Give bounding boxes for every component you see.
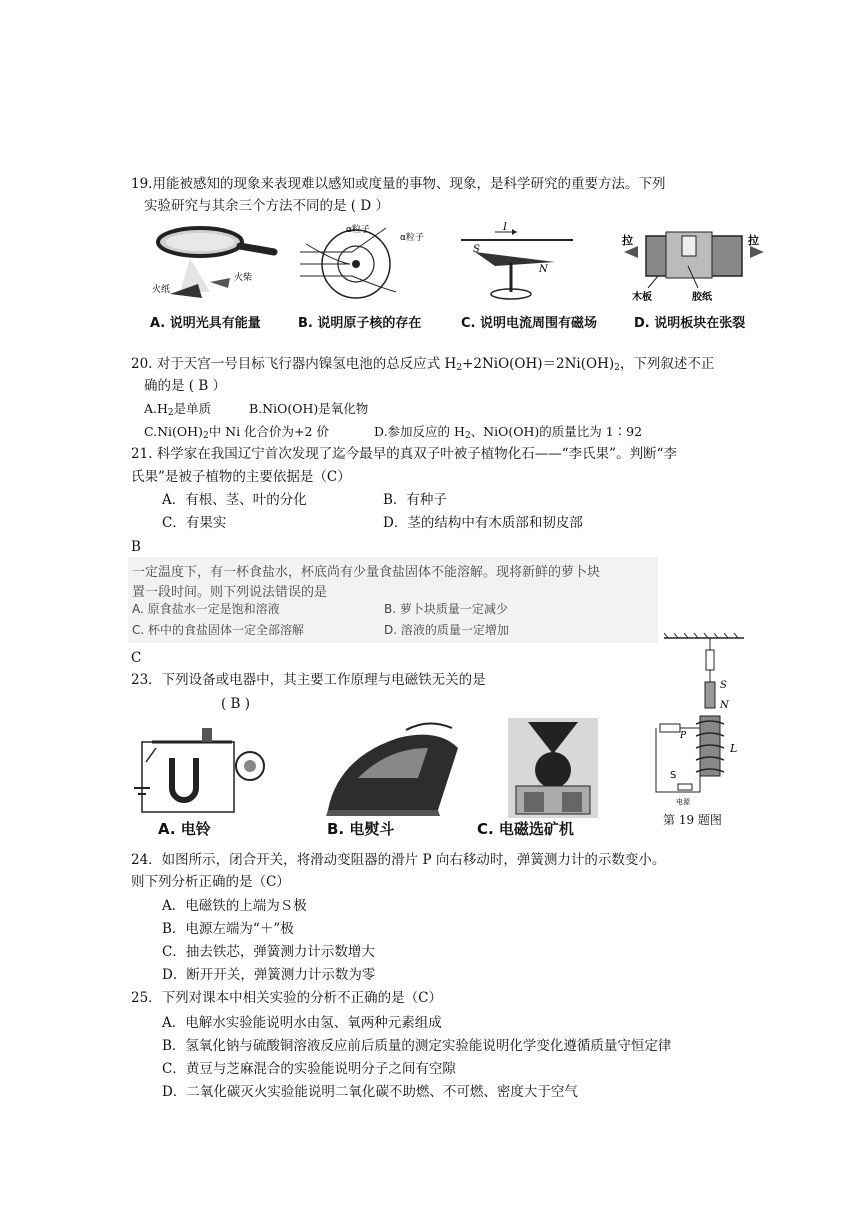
current-compass-figure [455,222,580,312]
label-s-pole: S [473,244,480,255]
answer-c: C [131,650,142,666]
q20-text-a: 20. 对于天宫一号目标飞行器内镍氢电池的总反应式 H [131,356,457,372]
q20-sub-2: 2 [614,363,620,373]
q19-caption-a: A. 说明光具有能量 [150,316,261,331]
q22-option-b: B. 萝卜块质量一定减少 [384,602,508,616]
spring-electromagnet-figure [650,632,750,807]
q19-stem-line2: 实验研究与其余三个方法不同的是 ( D ） [144,198,389,214]
q21-option-d: D．茎的结构中有木质部和韧皮部 [383,515,583,531]
side-figure-caption: 第 19 题图 [663,813,722,827]
q21-stem-line1: 21. 科学家在我国辽宁首次发现了迄今最早的真双子叶被子植物化石——“李氏果”。判断“李 [131,446,677,462]
electric-iron-figure [318,718,468,818]
q24-stem-line1: 24．如图所示，闭合开关，将滑动变阻器的滑片 P 向右移动时，弹簧测力计的示数变小。 [131,852,666,868]
q19-caption-d: D. 说明板块在张裂 [634,316,746,331]
label-wood: 木板 [632,292,652,303]
q24-option-b: B．电源左端为“＋”极 [162,921,294,937]
label-glue: 胶纸 [692,292,712,303]
label-paper: 火纸 [152,285,171,295]
label-fire: 火柴 [234,273,253,283]
q23-caption-b: B. 电熨斗 [327,820,395,838]
label-n-pole: N [539,264,548,275]
q20-option-a: $A.H_2$是单质 [144,401,212,418]
label-switch: S [670,770,677,781]
label-n: N [720,700,729,711]
magnetic-separator-figure [508,718,598,818]
q24-stem-line2: 则下列分析正确的是（C） [131,874,290,890]
alpha-scattering-figure [296,222,436,312]
label-s: S [720,680,727,691]
q22-option-d: D. 溶液的质量一定增加 [384,623,509,637]
q25-option-a: A．电解水实验能说明水由氢、氧两种元素组成 [162,1015,442,1031]
q25-stem: 25．下列对课本中相关实验的分析不正确的是（C） [131,990,443,1006]
q21-stem-line2: 氏果”是被子植物的主要依据是（C） [131,469,351,485]
q23-stem: 23．下列设备或电器中，其主要工作原理与电磁铁无关的是 [131,672,486,688]
q21-option-a: A．有根、茎、叶的分化 [162,492,307,508]
q20-text-b: +2NiO(OH)＝2Ni(OH) [462,356,615,372]
q24-option-a: A．电磁铁的上端为Ｓ极 [162,898,307,914]
q25-option-d: D．二氧化碳灭火实验能说明二氧化碳不助燃、不可燃、密度大于空气 [162,1084,578,1100]
q24-option-c: C．抽去铁芯，弹簧测力计示数增大 [162,944,375,960]
label-alpha-1: α粒子 [346,225,370,235]
q22-stem-line1: 一定温度下，有一杯食盐水，杯底尚有少量食盐固体不能溶解。现将新鲜的萝卜块 [132,565,601,580]
q22-stem-line2: 置一段时间。则下列说法错误的是 [132,585,328,600]
q22-option-c: C. 杯中的食盐固体一定全部溶解 [132,623,305,637]
magnifier-figure [150,222,280,312]
label-pull-right: 拉 [748,234,759,247]
q24-option-d: D．断开开关，弹簧测力计示数为零 [162,967,376,983]
q20-stem-line2: 确的是 ( B ） [144,378,227,394]
q20-stem-line1 [131,354,714,378]
q25-option-c: C．黄豆与芝麻混合的实验能说明分子之间有空隙 [162,1061,456,1077]
label-power: 电源 [676,798,690,806]
q19-stem-line1: 19.用能被感知的现象来表现难以感知或度量的事物、现象，是科学研究的重要方法。下列 [131,176,666,192]
q25-option-b: B．氢氧化钠与硫酸铜溶液反应前后质量的测定实验能说明化学变化遵循质量守恒定律 [162,1038,672,1054]
label-p: P [680,731,687,741]
q20-option-c: $C.Ni(OH)_2$中 Ni 化合价为+2 价 [144,424,329,441]
q23-caption-a: A. 电铃 [158,820,211,838]
q20-option-d: D.参加反应的 $H_2$、NiO(OH)的质量比为 1∶92 [374,424,643,441]
label-alpha-2: α粒子 [400,233,424,243]
q20-text-c: ，下列叙述不正 [619,356,715,372]
label-pull-left: 拉 [622,234,633,247]
q20-option-b: B.NiO(OH)是氧化物 [249,401,369,416]
q23-answer: ( B ) [221,696,251,712]
q19-caption-b: B. 说明原子核的存在 [298,316,422,331]
label-l: L [730,742,738,755]
q23-caption-c: C. 电磁选矿机 [477,820,574,838]
electric-bell-figure [132,718,272,818]
label-current: I [503,222,507,233]
q22-option-a: A. 原食盐水一定是饱和溶液 [132,602,280,616]
q21-option-c: C．有果实 [162,515,227,531]
plate-tearing-figure [618,222,768,312]
q20-sub-1: 2 [456,363,463,373]
answer-b: B [131,539,141,555]
q19-caption-c: C. 说明电流周围有磁场 [461,316,598,331]
q21-option-b: B．有种子 [383,492,447,508]
